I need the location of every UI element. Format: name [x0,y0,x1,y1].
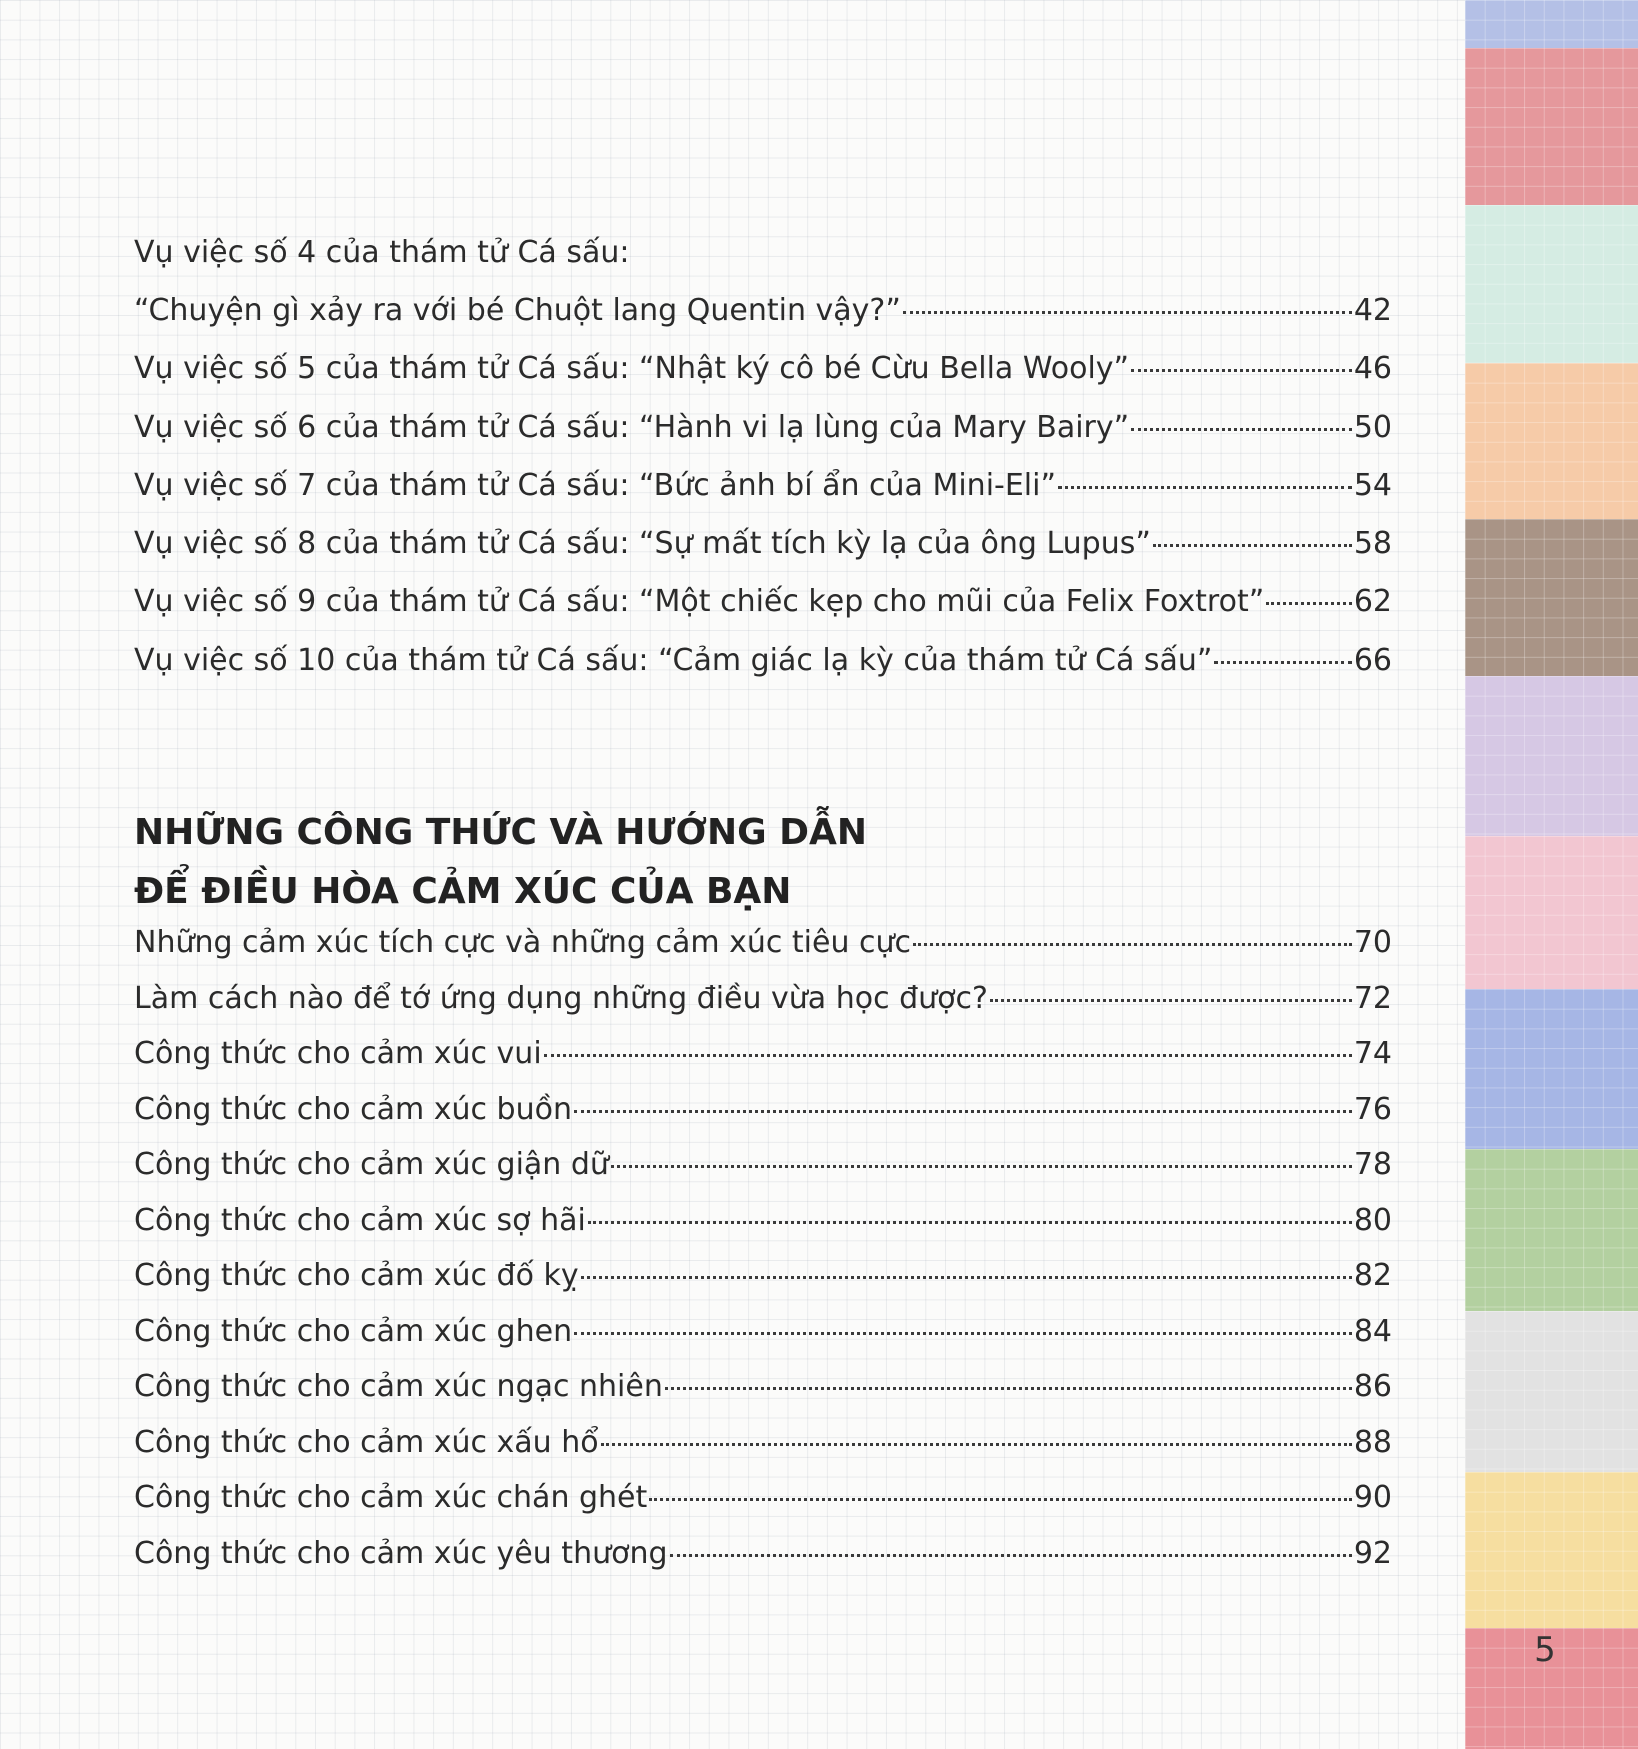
color-tab [1465,363,1638,519]
toc-entry-page: 62 [1353,584,1392,619]
toc-entry-page: 88 [1353,1425,1392,1460]
toc-entry[interactable] [134,408,1392,448]
toc-entry-text: Công thức cho cảm xúc yêu thương [134,1536,668,1571]
toc-entry[interactable] [134,1034,1392,1074]
toc-entry[interactable] [134,349,1392,389]
dot-leader [574,1110,1352,1113]
dot-leader [1058,486,1352,489]
toc-entry-page: 72 [1353,981,1392,1016]
dot-leader [601,1443,1352,1446]
toc-entry[interactable] [134,1090,1392,1130]
section-heading-line-1: NHỮNG CÔNG THỨC VÀ HƯỚNG DẪN [134,812,868,853]
toc-entry-text: Vụ việc số 7 của thám tử Cá sấu: “Bức ảnh bí ẩn của Mini-Eli” [134,468,1057,503]
color-tab [1465,989,1638,1149]
color-tab [1465,205,1638,363]
dot-leader [574,1332,1352,1335]
toc-entry[interactable] [134,1312,1392,1352]
color-tab [1465,1472,1638,1628]
color-tab [1465,676,1638,836]
toc-entry-page: 90 [1353,1480,1392,1515]
toc-entry-page: 70 [1353,925,1392,960]
toc-entry[interactable] [134,582,1392,622]
toc-entry-page: 50 [1353,410,1392,445]
dot-leader [1131,369,1352,372]
dot-leader [588,1221,1352,1224]
toc-entry[interactable] [134,1256,1392,1296]
dot-leader [990,999,1352,1002]
toc-entry-text: Vụ việc số 9 của thám tử Cá sấu: “Một chiếc kẹp cho mũi của Felix Foxtrot” [134,584,1265,619]
toc-entry[interactable] [134,466,1392,506]
toc-entry[interactable] [134,1367,1392,1407]
toc-entry-text: Công thức cho cảm xúc xấu hổ [134,1425,599,1460]
toc-entry-text: Công thức cho cảm xúc sợ hãi [134,1203,586,1238]
toc-entry[interactable] [134,1423,1392,1463]
color-tab [1465,836,1638,989]
toc-entry[interactable] [134,1145,1392,1185]
toc-entry-page: 74 [1353,1036,1392,1071]
toc-entry[interactable] [134,641,1392,681]
toc-entry[interactable] [134,923,1392,963]
color-tab [1465,1311,1638,1472]
dot-leader [903,311,1352,314]
section-heading-line-2: ĐỂ ĐIỀU HÒA CẢM XÚC CỦA BẠN [134,871,792,912]
toc-entry-text: Công thức cho cảm xúc giận dữ [134,1147,609,1182]
color-tab [1465,48,1638,205]
toc-entry-text: Những cảm xúc tích cực và những cảm xúc tiêu cực [134,925,912,960]
toc-entry-page: 42 [1353,293,1392,328]
color-tab [1465,0,1638,48]
toc-entry-page: 76 [1353,1092,1392,1127]
toc-entry-text: Vụ việc số 8 của thám tử Cá sấu: “Sự mất tích kỳ lạ của ông Lupus” [134,526,1151,561]
dot-leader [670,1554,1352,1557]
toc-entry[interactable] [134,1534,1392,1574]
toc-entry-text: Vụ việc số 4 của thám tử Cá sấu: [134,235,630,270]
toc-entry-text: Công thức cho cảm xúc ghen [134,1314,573,1349]
dot-leader [913,943,1352,946]
toc-entry-page: 86 [1353,1369,1392,1404]
toc-entry-text: “Chuyện gì xảy ra với bé Chuột lang Quentin vậy?” [134,293,901,328]
toc-entry[interactable] [134,524,1392,564]
toc-entry[interactable] [134,291,1392,331]
toc-entry[interactable] [134,979,1392,1019]
toc-entry-text: Công thức cho cảm xúc đố kỵ [134,1258,579,1293]
toc-entry-text: Vụ việc số 5 của thám tử Cá sấu: “Nhật ký cô bé Cừu Bella Wooly” [134,351,1130,386]
color-tab [1465,1149,1638,1311]
toc-intro-line [134,233,629,273]
toc-entry-page: 84 [1353,1314,1392,1349]
dot-leader [1153,544,1352,547]
toc-entry-text: Công thức cho cảm xúc ngạc nhiên [134,1369,663,1404]
toc-entry-text: Vụ việc số 10 của thám tử Cá sấu: “Cảm giác lạ kỳ của thám tử Cá sấu” [134,643,1213,678]
toc-entry[interactable] [134,1201,1392,1241]
toc-entry-text: Công thức cho cảm xúc vui [134,1036,542,1071]
color-tabs-strip [1465,0,1638,1749]
toc-entry-page: 66 [1353,643,1392,678]
page-number: 5 [1534,1630,1556,1670]
toc-entry-text: Công thức cho cảm xúc buồn [134,1092,572,1127]
toc-entry-page: 78 [1353,1147,1392,1182]
toc-entry[interactable] [134,1478,1392,1518]
dot-leader [1214,661,1351,664]
toc-entry-page: 82 [1353,1258,1392,1293]
dot-leader [581,1276,1352,1279]
color-tab [1465,519,1638,676]
dot-leader [665,1387,1352,1390]
toc-entry-text: Làm cách nào để tớ ứng dụng những điều vừa học được? [134,981,988,1016]
dot-leader [1266,602,1352,605]
dot-leader [649,1498,1352,1501]
dot-leader [544,1054,1352,1057]
toc-entry-page: 46 [1353,351,1392,386]
toc-entry-page: 80 [1353,1203,1392,1238]
toc-entry-page: 54 [1353,468,1392,503]
dot-leader [1131,428,1352,431]
toc-entry-page: 58 [1353,526,1392,561]
toc-entry-page: 92 [1353,1536,1392,1571]
toc-entry-text: Công thức cho cảm xúc chán ghét [134,1480,648,1515]
dot-leader [611,1165,1352,1168]
toc-entry-text: Vụ việc số 6 của thám tử Cá sấu: “Hành vi lạ lùng của Mary Bairy” [134,410,1130,445]
